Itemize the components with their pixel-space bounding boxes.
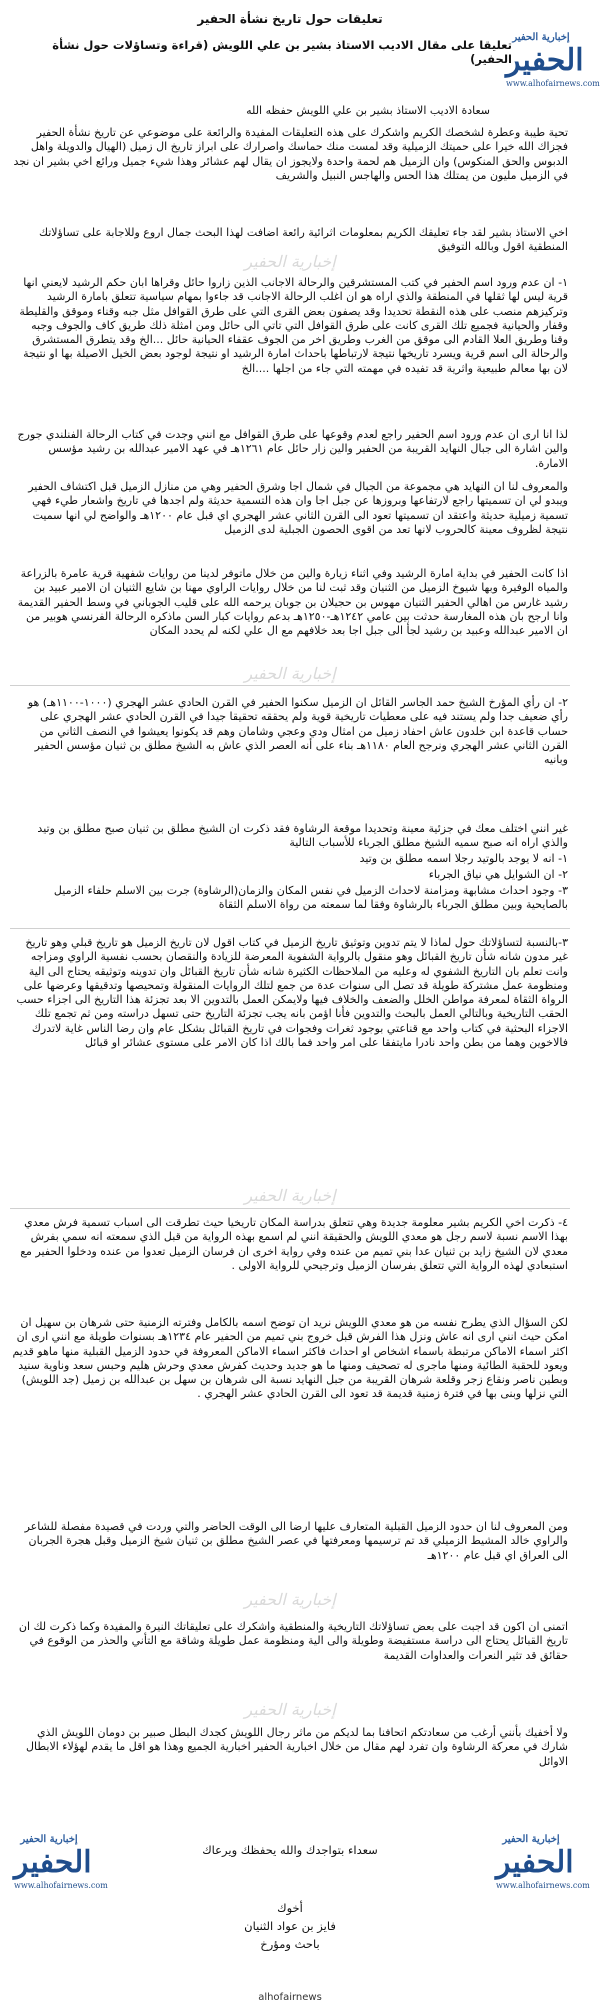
section-2-item-2: ٢- ان الشوايل هي نياق الجرباء: [428, 868, 568, 881]
section-1-p1: ١- ان عدم ورود اسم الحفير في كتب المستشرقين والرحالة الاجانب الذين زاروا حائل وقراها ابان حكم الرشيد لايعني انها قرية ليس لها ثقلها في المنطقة والذي اراه هو ان اغلب الرحالة الاجانب قد جاءوا بمهام سياسية تتعلق بامارة الرشيد وتركيزهم منصب على هذه النقطة تحديدا وقد يصفون بعض القرى التي على طرق القوافل مثل جبه وقناء وموقق والقليطة وقفار والحيانية فجميع تلك القرى كانت على طرق القوافل التي تاتي الى حائل ومن امثلة ذلك طريق كاف والجوف وجبه وقنا وطريق العلا القادم الى موقق من الغرب وطريق اخر من الجوف عقفاء الحيانية حائل ...الخ وقد يتطرق المستشرق والرحالة الى اسم قرية ويسرد تاريخها نتيجة لارتباطها باحداث امارة الرشيد او نتيجة لوجود بعض الخيل الاصيلة بها او نتيجة لان بها معالم طبيعية واثرية قد تفيده في مهمته التي جاء من اجلها ....الخ: [19, 276, 568, 375]
section-1-p2: لذا انا ارى ان عدم ورود اسم الحفير راجع لعدم وقوعها على طرق القوافل مع انني وجدت في كتاب الرحالة الفنلندي جورج والين اشارة الى جبال النهايد القريبة من الحفير والين زار حائل عام ١٢٦١هـ في عهد الامير عبدالله بن رشيد مؤسس الامارة.: [17, 428, 568, 470]
section-2-item-1: ١- انه لا يوجد بالوتيد رجلا اسمه مطلق بن وتيد: [359, 852, 568, 865]
section-4-p3: ومن المعروف لنا ان حدود الزميل القبلية المتعارف عليها ارضا الى الوقت الحاضر والتي وردت في قصيدة مفصلة للشاعر والراوي خالد المشيط الزميلي قد تم ترسيمها ومعرفتها في عصر الشيخ مطلق بن ثنيان شيخ الزميل وقبل هجرة الجربان الى العراق اي قبل عام ١٢٠٠هـ: [24, 1520, 568, 1562]
section-3-p1: ٣-بالنسبة لتساؤلاتك حول لماذا لا يتم تدوين وتوثيق تاريخ الزميل في كتاب اقول لان تاريخ الزميل هو تاريخ قبلي وهو تاريخ غير مدون شانه شأن تاريخ القبائل وهو منقول بالرواية الشفوية المعرضة للزيادة والنقصان بحسب نفسية الراوي ومزاجه وانت تعلم بان التاريخ الشفوي له وعليه من الملاحظات الكثيرة شانه شأن تاريخ القبائل وان تدوينه وتوثيقه يحتاج الى الية ومنظومة عمل مشتركة طويلة قد تصل الى سنوات عدة من جمع لتلك الروايات المنقولة وتمحيصها وتدقيقها وعرضها على الرواة الثقاة لمعرفة مواطن الخلل والضعف والخلاف فيها ولايمكن العمل بالتدوين الا بعد تجزئة هذا التاريخ الى اجزاء حسب الحقب التاريخية وبالتالي العمل بالبحث والتدوين فأنا اؤمن بانه يجب تجزئة التاريخ حتى تسهل دراسته ومن ثم تجمع تلك الاجزاء البحثية في كتاب واحد مع قناعتي بوجود ثغرات وفجوات في تاريخ القبائل بشكل عام وان رضا الناس غاية لاتدرك فالاخوين وهما من بطن واحد نادرا مايتفقا على امر واحد فما بالك اذا كان الامر على مستوى عشائر او قبائل: [16, 936, 568, 1050]
logo-mark: الحفير: [506, 43, 584, 78]
signature-brother: أخوك: [277, 1901, 303, 1915]
greeting-paragraph-2: اخي الاستاذ بشير لقد جاء تعليقك الكريم بمعلومات اثرائية رائعة اضافت لهذا البحث جمال اروع وللاجابة على تساؤلاتك المنطقية اقول وبالله التوفيق: [38, 226, 568, 254]
closing-paragraph-2: ولا أخفيك بأنني أرغب من سعادتكم اتحافنا بما لديكم من ماثر رجال اللويش كجدك البطل صبير بن دومان اللويش الذي شارك في معركة الرشاوة وان تفرد لهم مقال من خلال اخبارية الحفير اخبارية الجميع وهذا هو اقل ما يقدم لهؤلاء الابطال الاوائل: [26, 1726, 568, 1768]
article-title: تعليقات حول تاريخ نشأة الحفير: [197, 12, 383, 26]
alhofair-logo: [496, 1832, 590, 1912]
logo-mark: الحفير: [496, 1845, 574, 1880]
section-1-p3: والمعروف لنا ان النهايد هي مجموعة من الجبال في شمال اجا وشرق الحفير وهي من منازل الزميل قبل اكتشاف الحفير ويبدو لي ان تسميتها راجع لارتفاعها وبروزها عن جبل اجا وان هذه التسمية حديثة ولم اجدها في تاريخ واشعار طيء فهي تسمية زميلية حديثة واعتقد ان تسميتها تعود الى القرن الثاني عشر الهجري اي قبل عام ١٢٠٠هـ والواضح لي انها سميت نتيجة لظروف معينة كالحروب لانها تعد من اقوى الحصون الجبلية لدى الزميل: [28, 480, 568, 536]
section-4-p1: ٤- ذكرت اخي الكريم بشير معلومة جديدة وهي تتعلق بدراسة المكان تاريخيا حيث تطرقت الى اسباب تسمية فرش معدي بهذا الاسم نسبة لاسم رجل هو معدي اللويش والحقيقة انني لم اسمع بهذه الرواية من قبل الذي سمعته انه سمي بفرش معدي لان الشيخ زايد بن ثنيان عدا بني تميم من عنده وفي رواية اخرى ان فرسان الزميل تعدوا من عنده ودخلوا الحفير مع استبعادي لهذه الرواية التي تتعلق بفرسان الزميل وترجيحي للرواية الاولى .: [20, 1216, 568, 1272]
signature-name: فايز بن عواد الثنيان: [244, 1919, 336, 1933]
section-divider: [10, 928, 570, 929]
logo-caption: إخبارية الحفير: [20, 1834, 78, 1845]
section-2-p2: غير انني اختلف معك في جزئية معينة وتحديدا موقعة الرشاوة فقد ذكرت ان الشيخ مطلق بن ثنيان صبح مطلق بن وتيد والذي اراه انه صبح سميه الشيخ مطلق الجرباء للأسباب التالية: [37, 822, 568, 850]
section-4-p2: لكن السؤال الذي يطرح نفسه من هو معدي اللويش نريد ان توضح اسمه بالكامل وفترته الزمنية حتى شرهان بن سهيل ان امكن حيث انني ارى انه عاش ونزل هذا الفرش قبل خروج بني تميم من الحفير عام ١٢٣٤هـ بسنوات طويلة مع انني ارى ان اكثر اسماء الاماكن مرتبطة باسماء اشخاص او احداث فاكثر اسماء الاماكن المعروفة في حدود الزميل القبلية منها ماهو قديم ويعود للحقبة الطائية ومنها ماجرى له تصحيف ومنها ما هو جديد وحديث كفرش معدي وحرش هليم وحبس سعد وناوية سنيد وبطين ناصر ونقاع زجر وقلعة شرهان القريبة من جبل النهايد نسبة الى شرهان بن سهل بن عبدالله بن زميل (جد اللويش) التي نزلها وبنى بها في فترة زمنية قديمة قد تعود الى القرن الحادي عشر الهجري .: [12, 1316, 568, 1401]
salutation: سعادة الاديب الاستاذ بشير بن علي اللويش حفظه الله: [246, 104, 490, 117]
signature-role: باحث ومؤرخ: [260, 1937, 320, 1951]
article-subtitle: تعليقا على مقال الاديب الاستاذ بشير بن علي اللويش (قراءة وتساؤلات حول نشأة الحفير): [52, 38, 512, 67]
watermark: إخبارية الحفير: [244, 1700, 336, 1719]
watermark: إخبارية الحفير: [244, 252, 336, 271]
section-divider: [10, 685, 570, 686]
logo-url: www.alhofairnews.com: [14, 1881, 108, 1890]
section-2-p1: ٢- ان رأي المؤرخ الشيخ حمد الجاسر القائل ان الزميل سكنوا الحفير في القرن الحادي عشر الهجري (١٠٠٠-١١٠٠هـ) هو رأي ضعيف جدا ولم يستند فيه على معطيات تاريخية قوية ولم يحققه تحقيقا جيدا في القرن الحادي عشر الهجري على حساب قاعدة ابن خلدون عاش احفاد زميل من امثال ودي وعجي وشامان وهم قد يكونوا يعيشوا في النصف الثاني من القرن الثاني عشر الهجري ونرجح العام ١١٨٠هـ بناء على أنه العصر الذي عاش به الشيخ مطلق بن ثنيان مؤسس الحفير وبانيه: [27, 696, 568, 767]
watermark: إخبارية الحفير: [244, 1186, 336, 1205]
closing-paragraph-1: اتمنى ان اكون قد اجبت على بعض تساؤلاتك التاريخية والمنطقية واشكرك على تعليقاتك النيرة والمفيدة وكما ذكرت لك ان تاريخ القبائل يحتاج الى دراسة مستفيضة وطويلة والى الية ومنظومة عمل طويلة وشاقة مع التأني والحذر من الوقوع في حقائق قد تثير النعرات والعداوات القديمة: [18, 1620, 568, 1662]
logo-caption: إخبارية الحفير: [512, 32, 570, 43]
section-divider: [10, 1208, 570, 1209]
logo-url: www.alhofairnews.com: [496, 1881, 590, 1890]
logo-mark: الحفير: [14, 1845, 92, 1880]
logo-url: www.alhofairnews.com: [506, 79, 600, 88]
footer-url: alhofairnews: [258, 1992, 322, 2003]
logo-caption: إخبارية الحفير: [502, 1834, 560, 1845]
watermark: إخبارية الحفير: [244, 664, 336, 683]
alhofair-logo: [14, 1832, 108, 1912]
watermark: إخبارية الحفير: [244, 1590, 336, 1609]
section-1-p4: اذا كانت الحفير في بداية امارة الرشيد وفي اثناء زيارة والين من خلال ماتوفر لدينا من روايات شفهية قرية عامرة بالزراعة والمياه الوفيرة وبها شيوخ الزميل من الثنيان وقد ثبت لنا من خلال روايات الراوي مهنا بن شايع الثنيان ان الامير عبيد بن رشيد غارس من اهالي الحفير الثنيان مهوس بن حجيلان بن جوبان يرحمه الله على قليب الجوباني في وسط الحفير القديمة وانا ارجح بان هذه المغارسة حدثت بين عامي ١٢٤٢هـ-١٢٥٠هـ بدعم روايات كبار السن ماذكره الرحالة الفرنسي هوبير من ان الامير عبدالله وعبيد بن رشيد لجأ الى جبل اجا بعد خلافهم مع ال علي لكنه لم يحدد المكان: [17, 567, 568, 638]
greeting-paragraph-1: تحية طيبة وعطرة لشخصك الكريم واشكرك على هذه التعليقات المفيدة والرائعة على موضوعي عن تاريخ نشأة الحفير فجزاك الله خيرا على حميتك الزميلية وقد لمست منك حماسك واصرارك على ابراز تاريخ ال زميل (الهيال والدويلة واهل الدبوس والحق المنكوس) وان الزميل هم لحمة واحدة ولايجوز ان يقال لهم عشائر وهذا شيء جميل ورائع اخي بشير ان نجد في الزميل مليون من يمتلك هذا الحس والهاجس النبيل والشريف: [13, 126, 568, 182]
closing-line: سعداء بتواجدك والله يحفظك ويرعاك: [202, 1843, 378, 1857]
alhofair-logo: [506, 30, 600, 110]
section-2-item-3: ٣- وجود احداث مشابهة ومزامنة لاحداث الزميل في نفس المكان والزمان(الرشاوة) جرت بين الاسلم حلفاء الزميل بالصايحية وبين مطلق الجرباء بالرشاوة وفقا لما سمعته من رواة الاسلم الثقاة: [53, 884, 568, 912]
